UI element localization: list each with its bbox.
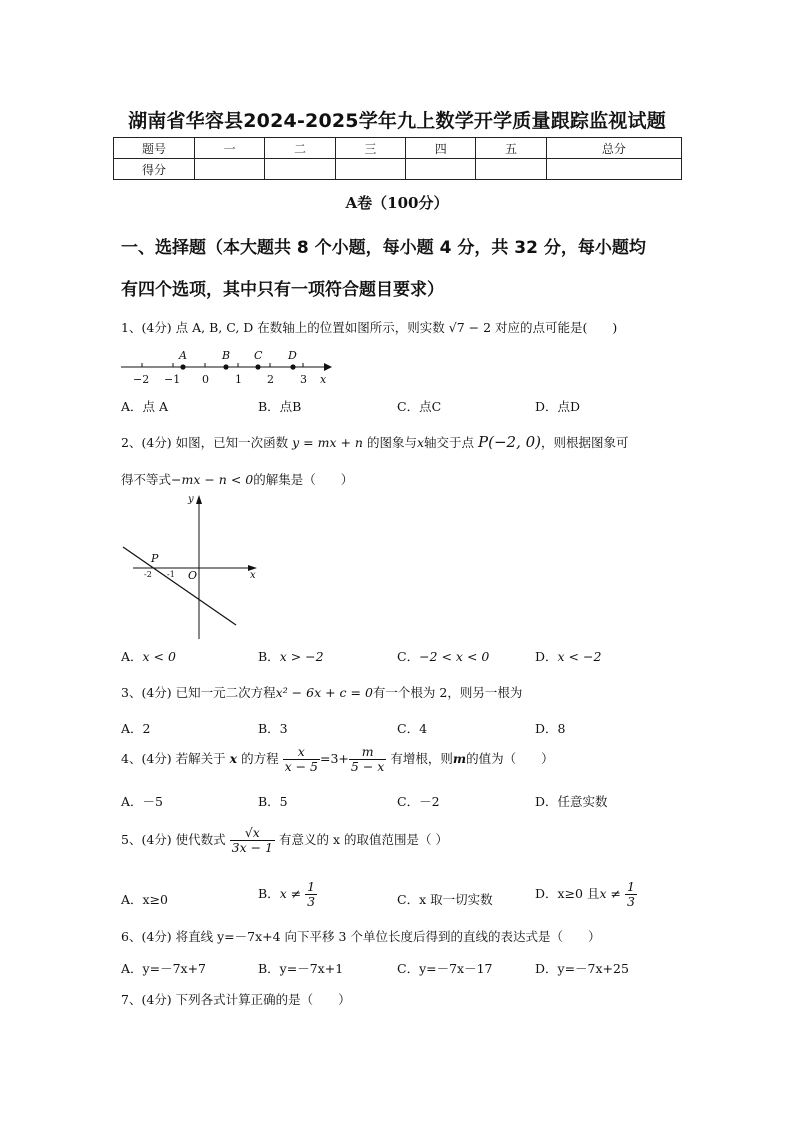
number-line-arrow-icon	[324, 363, 332, 371]
exam-title: 湖南省华容县2024-2025学年九上数学开学质量跟踪监视试题	[128, 110, 666, 132]
tick-label: 0	[202, 373, 209, 386]
graph-origin-label: O	[188, 569, 198, 582]
q5-option-b-math: x ≠	[279, 885, 302, 901]
question-2-stem-line1	[121, 433, 629, 451]
q2-option-b[interactable]	[258, 647, 324, 665]
q6-option-b[interactable]: B．y=－7x+1	[258, 961, 344, 976]
q2-point: P(−2, 0)	[478, 433, 542, 451]
q2-option-d-math: x < −2	[557, 649, 602, 664]
q5-option-b-label: B．	[258, 885, 280, 901]
q2-option-d-label: D．	[535, 649, 558, 664]
score-table-score-row	[114, 159, 682, 180]
q2-graph	[118, 492, 263, 640]
q3-option-c[interactable]: C．4	[397, 721, 428, 736]
q3-option-d[interactable]: D．8	[535, 721, 566, 736]
q4-frac2-num: m	[349, 745, 386, 760]
q3-option-b[interactable]: B．3	[258, 721, 288, 736]
point-a-label: A	[179, 349, 187, 362]
q6-option-a[interactable]: A．y=－7x+7	[121, 961, 206, 976]
q4-option-a[interactable]: A．－5	[121, 794, 163, 809]
question-2-stem-line2	[121, 470, 353, 488]
point-a-dot	[180, 364, 185, 369]
q5-prefix: 5、(4分) 使代数式	[121, 831, 226, 847]
score-cell	[195, 159, 265, 180]
q2-prefix: 2、(4分) 如图，已知一次函数	[121, 435, 289, 450]
q2-axis: x	[416, 435, 425, 450]
graph-y-label: y	[188, 494, 194, 505]
q2-option-c[interactable]	[397, 647, 489, 665]
q4-frac1-den: x − 5	[284, 758, 318, 774]
question-3-stem	[121, 683, 522, 701]
q3-option-a[interactable]: A．2	[121, 721, 151, 736]
q4-plus: =3+	[320, 750, 349, 766]
q4-option-d[interactable]: D．任意实数	[535, 794, 608, 809]
q1-option-c[interactable]: C．点C	[397, 399, 442, 414]
score-header-cell: 三	[335, 138, 405, 159]
q5-option-b[interactable]	[258, 880, 317, 909]
score-cell	[546, 159, 681, 180]
q1-option-a[interactable]: A．点 A	[121, 399, 169, 414]
q4-mid: 的方程	[241, 750, 279, 766]
q5-suffix: 有意义的 x 的取值范围是（ ）	[279, 831, 448, 847]
tick-label: 3	[300, 373, 307, 386]
q4-frac2-den: 5 − x	[350, 758, 385, 774]
q4-variable: x	[229, 750, 238, 766]
score-table-header-row	[114, 138, 682, 159]
tick-label: 1	[235, 373, 242, 386]
q4-frac1-num: x	[283, 745, 320, 760]
question-1-stem	[121, 318, 617, 336]
q5-fraction	[230, 826, 275, 855]
question-5-stem	[121, 826, 448, 855]
q5-option-c[interactable]: C．x 取一切实数	[397, 892, 493, 907]
point-c-label: C	[254, 349, 263, 362]
q4-m-variable: m	[452, 750, 467, 766]
q4-prefix: 4、(4分) 若解关于	[121, 750, 226, 766]
q2-function: y = mx + n	[292, 435, 363, 450]
q5-option-d-math: x ≠	[599, 885, 621, 901]
score-header-cell: 二	[265, 138, 335, 159]
graph-function-line	[123, 547, 236, 625]
score-row-label: 得分	[114, 159, 195, 180]
section-heading-line1: 一、选择题（本大题共 8 个小题，每小题 4 分，共 32 分，每小题均	[121, 238, 646, 258]
q2-line2-suffix: 的解集是（ ）	[253, 472, 354, 487]
q5-option-b-fraction	[305, 880, 317, 909]
q2-option-b-math: x > −2	[279, 649, 324, 664]
q5-b-frac-den: 3	[307, 893, 316, 909]
q1-expression: √7 − 2	[448, 320, 492, 335]
section-heading-line2: 有四个选项，其中只有一项符合题目要求）	[121, 280, 444, 300]
q2-suffix: ，则根据图象可	[541, 435, 629, 450]
graph-tick-label: -2	[144, 570, 152, 579]
q2-option-a[interactable]	[121, 647, 176, 665]
q4-suffix2: 的值为（ ）	[466, 750, 554, 766]
point-d-label: D	[288, 349, 297, 362]
q4-fraction-2	[349, 745, 386, 774]
q5-option-d-label: D．x≥0 且	[535, 885, 600, 901]
score-cell	[265, 159, 335, 180]
score-header-cell: 一	[195, 138, 265, 159]
point-b-label: B	[222, 349, 231, 362]
q5-d-frac-den: 3	[626, 893, 635, 909]
graph-x-label: x	[250, 570, 256, 581]
score-cell	[476, 159, 546, 180]
q5-b-frac-num: 1	[307, 879, 316, 894]
q5-d-frac-num: 1	[626, 879, 635, 894]
q1-suffix: 对应的点可能是( )	[495, 320, 618, 335]
q5-option-a[interactable]: A．x≥0	[121, 892, 169, 907]
q1-prefix: 1、(4分) 点 A, B, C, D 在数轴上的位置如图所示，则实数	[121, 320, 445, 335]
q4-option-c[interactable]: C．－2	[397, 794, 440, 809]
q4-option-b[interactable]: B．5	[258, 794, 288, 809]
graph-p-label: P	[151, 552, 159, 565]
score-header-cell: 总分	[546, 138, 681, 159]
q6-option-c[interactable]: C．y=－7x－17	[397, 961, 493, 976]
tick-label: −1	[164, 373, 181, 386]
score-table	[113, 137, 682, 180]
question-6-stem: 6、(4分) 将直线 y=－7x+4 向下平移 3 个单位长度后得到的直线的表达式是（ ）	[121, 929, 601, 944]
score-header-cell: 四	[406, 138, 476, 159]
point-b-dot	[223, 364, 228, 369]
point-c-dot	[255, 364, 260, 369]
score-header-cell: 题号	[114, 138, 195, 159]
part-title: A卷（100分）	[345, 194, 449, 212]
q4-suffix1: 有增根，则	[390, 750, 453, 766]
question-7-stem: 7、(4分) 下列各式计算正确的是（ ）	[121, 992, 351, 1007]
y-axis-arrow-icon	[196, 495, 202, 504]
q2-inequality: −mx − n < 0	[171, 472, 254, 487]
score-header-cell: 五	[476, 138, 546, 159]
q2-line2-prefix: 得不等式	[121, 472, 172, 487]
graph-tick-label: -1	[167, 570, 175, 579]
q2-option-c-label: C．	[397, 649, 420, 664]
q2-option-c-math: −2 < x < 0	[419, 649, 490, 664]
q3-equation: x² − 6x + c = 0	[275, 685, 373, 700]
axis-label: x	[320, 373, 327, 386]
q1-number-line	[118, 345, 333, 387]
q2-mid: 的图象与	[366, 435, 417, 450]
q2-option-a-label: A．	[121, 649, 143, 664]
q6-option-d[interactable]: D．y=－7x+25	[535, 961, 629, 976]
tick-label: −2	[133, 373, 150, 386]
q1-option-b[interactable]: B．点B	[258, 399, 302, 414]
score-cell	[406, 159, 476, 180]
q5-option-d-fraction	[625, 880, 637, 909]
q5-frac-num: √x	[230, 826, 275, 841]
question-4-stem	[121, 745, 554, 774]
q2-option-a-math: x < 0	[142, 649, 176, 664]
score-cell	[335, 159, 405, 180]
q3-prefix: 3、(4分) 已知一元二次方程	[121, 685, 276, 700]
q5-option-d[interactable]	[535, 880, 637, 909]
q3-suffix: 有一个根为 2，则另一根为	[372, 685, 523, 700]
q5-frac-den: 3x − 1	[231, 839, 274, 855]
q2-mid2: 轴交于点	[424, 435, 475, 450]
q2-option-b-label: B．	[258, 649, 280, 664]
q1-option-d[interactable]: D．点D	[535, 399, 581, 414]
point-d-dot	[290, 364, 295, 369]
q4-fraction-1	[283, 745, 320, 774]
q2-option-d[interactable]	[535, 647, 601, 665]
tick-label: 2	[267, 373, 274, 386]
